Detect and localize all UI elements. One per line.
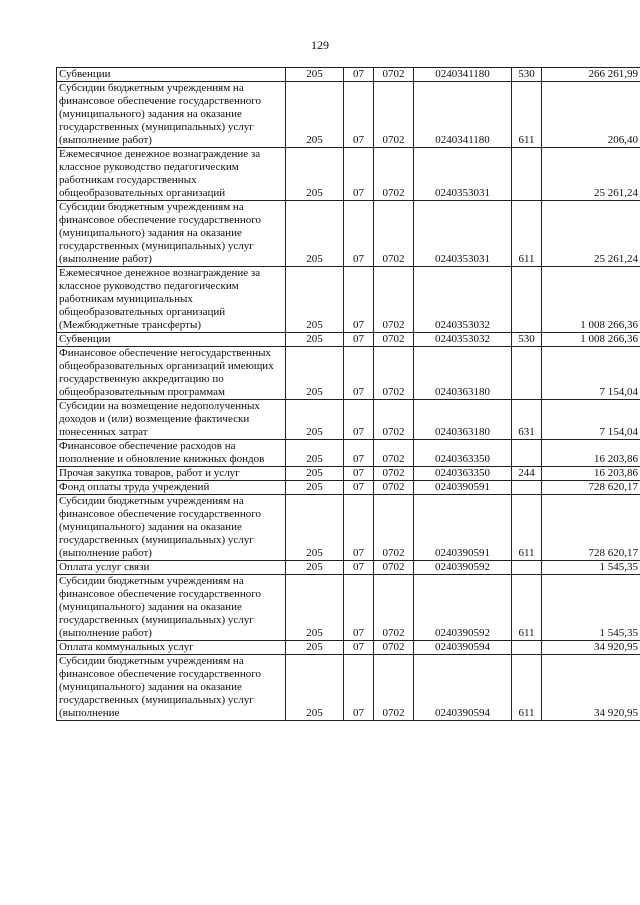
admin-code-cell: 205 [286, 481, 344, 495]
amount-cell: 266 261,99 [542, 68, 640, 82]
target-article-cell: 0240363350 [414, 467, 512, 481]
amount-cell: 7 154,04 [542, 400, 640, 440]
admin-code-cell: 205 [286, 400, 344, 440]
row-name-cell: Ежемесячное денежное вознаграждение за классное руководство педагогическим работникам государственных общеобразовательных организаций [57, 148, 286, 201]
section-code-cell: 07 [344, 467, 374, 481]
section-code-cell: 07 [344, 481, 374, 495]
table-row [57, 148, 640, 201]
amount-cell: 34 920,95 [542, 641, 640, 655]
subsection-code-cell: 0702 [374, 347, 414, 400]
subsection-code-cell: 0702 [374, 400, 414, 440]
table-row [57, 575, 640, 641]
section-code-cell: 07 [344, 68, 374, 82]
admin-code-cell: 205 [286, 655, 344, 721]
row-name-cell: Субсидии бюджетным учреждениям на финансовое обеспечение государственного (муниципального) задания на оказание государственных (муниципальных) услуг (выполнение [57, 655, 286, 721]
expense-type-cell: 611 [512, 575, 542, 641]
amount-cell: 728 620,17 [542, 481, 640, 495]
admin-code-cell: 205 [286, 333, 344, 347]
expense-type-cell [512, 440, 542, 467]
target-article-cell: 0240390592 [414, 575, 512, 641]
admin-code-cell: 205 [286, 575, 344, 641]
target-article-cell: 0240341180 [414, 68, 512, 82]
expense-type-cell [512, 148, 542, 201]
admin-code-cell: 205 [286, 495, 344, 561]
amount-cell: 34 920,95 [542, 655, 640, 721]
subsection-code-cell: 0702 [374, 641, 414, 655]
section-code-cell: 07 [344, 82, 374, 148]
subsection-code-cell: 0702 [374, 467, 414, 481]
target-article-cell: 0240390594 [414, 641, 512, 655]
row-name-cell: Ежемесячное денежное вознаграждение за классное руководство педагогическим работникам муниципальных общеобразовательных организаций (Межбюджетные трансферты) [57, 267, 286, 333]
admin-code-cell: 205 [286, 440, 344, 467]
expense-type-cell [512, 641, 542, 655]
subsection-code-cell: 0702 [374, 440, 414, 467]
admin-code-cell: 205 [286, 68, 344, 82]
subsection-code-cell: 0702 [374, 201, 414, 267]
admin-code-cell: 205 [286, 347, 344, 400]
subsection-code-cell: 0702 [374, 68, 414, 82]
section-code-cell: 07 [344, 575, 374, 641]
section-code-cell: 07 [344, 148, 374, 201]
expense-type-cell [512, 561, 542, 575]
row-name-cell: Финансовое обеспечение расходов на пополнение и обновление книжных фондов [57, 440, 286, 467]
target-article-cell: 0240353031 [414, 201, 512, 267]
section-code-cell: 07 [344, 440, 374, 467]
row-name-cell: Субсидии бюджетным учреждениям на финансовое обеспечение государственного (муниципального) задания на оказание государственных (муниципальных) услуг (выполнение работ) [57, 82, 286, 148]
subsection-code-cell: 0702 [374, 267, 414, 333]
row-name-cell: Оплата услуг связи [57, 561, 286, 575]
row-name-cell: Субсидии на возмещение недополученных доходов и (или) возмещение фактически понесенных затрат [57, 400, 286, 440]
admin-code-cell: 205 [286, 148, 344, 201]
section-code-cell: 07 [344, 655, 374, 721]
expense-type-cell: 611 [512, 655, 542, 721]
target-article-cell: 0240353032 [414, 267, 512, 333]
target-article-cell: 0240390594 [414, 655, 512, 721]
table-row [57, 467, 640, 481]
expense-type-cell: 611 [512, 82, 542, 148]
section-code-cell: 07 [344, 267, 374, 333]
amount-cell: 206,40 [542, 82, 640, 148]
amount-cell: 16 203,86 [542, 467, 640, 481]
table-row [57, 655, 640, 721]
table-row [57, 347, 640, 400]
row-name-cell: Финансовое обеспечение негосударственных общеобразовательных организаций имеющих государственную аккредитацию по общеобразовательным программам [57, 347, 286, 400]
table-row [57, 201, 640, 267]
row-name-cell: Прочая закупка товаров, работ и услуг [57, 467, 286, 481]
expense-type-cell [512, 267, 542, 333]
table-row [57, 68, 640, 82]
row-name-cell: Субвенции [57, 333, 286, 347]
row-name-cell: Фонд оплаты труда учреждений [57, 481, 286, 495]
admin-code-cell: 205 [286, 267, 344, 333]
table-row [57, 400, 640, 440]
admin-code-cell: 205 [286, 641, 344, 655]
expense-type-cell: 611 [512, 201, 542, 267]
section-code-cell: 07 [344, 561, 374, 575]
table-row [57, 267, 640, 333]
table-row [57, 481, 640, 495]
expense-type-cell: 530 [512, 333, 542, 347]
section-code-cell: 07 [344, 495, 374, 561]
target-article-cell: 0240353031 [414, 148, 512, 201]
subsection-code-cell: 0702 [374, 333, 414, 347]
table-row [57, 333, 640, 347]
amount-cell: 1 008 266,36 [542, 333, 640, 347]
subsection-code-cell: 0702 [374, 655, 414, 721]
row-name-cell: Субсидии бюджетным учреждениям на финансовое обеспечение государственного (муниципального) задания на оказание государственных (муниципальных) услуг (выполнение работ) [57, 201, 286, 267]
amount-cell: 728 620,17 [542, 495, 640, 561]
subsection-code-cell: 0702 [374, 575, 414, 641]
amount-cell: 25 261,24 [542, 148, 640, 201]
target-article-cell: 0240341180 [414, 82, 512, 148]
expense-type-cell: 530 [512, 68, 542, 82]
page-number: 129 [311, 38, 329, 52]
admin-code-cell: 205 [286, 561, 344, 575]
expense-type-cell: 611 [512, 495, 542, 561]
admin-code-cell: 205 [286, 82, 344, 148]
expense-type-cell [512, 481, 542, 495]
target-article-cell: 0240353032 [414, 333, 512, 347]
row-name-cell: Субсидии бюджетным учреждениям на финансовое обеспечение государственного (муниципального) задания на оказание государственных (муниципальных) услуг (выполнение работ) [57, 575, 286, 641]
admin-code-cell: 205 [286, 201, 344, 267]
section-code-cell: 07 [344, 641, 374, 655]
amount-cell: 1 545,35 [542, 561, 640, 575]
amount-cell: 1 008 266,36 [542, 267, 640, 333]
table-row [57, 641, 640, 655]
section-code-cell: 07 [344, 347, 374, 400]
expense-type-cell [512, 347, 542, 400]
amount-cell: 25 261,24 [542, 201, 640, 267]
target-article-cell: 0240363350 [414, 440, 512, 467]
target-article-cell: 0240390591 [414, 481, 512, 495]
subsection-code-cell: 0702 [374, 561, 414, 575]
section-code-cell: 07 [344, 333, 374, 347]
amount-cell: 1 545,35 [542, 575, 640, 641]
table-row [57, 82, 640, 148]
subsection-code-cell: 0702 [374, 82, 414, 148]
budget-table [56, 67, 640, 721]
table-row [57, 440, 640, 467]
target-article-cell: 0240363180 [414, 347, 512, 400]
subsection-code-cell: 0702 [374, 481, 414, 495]
amount-cell: 7 154,04 [542, 347, 640, 400]
target-article-cell: 0240363180 [414, 400, 512, 440]
expense-type-cell: 244 [512, 467, 542, 481]
amount-cell: 16 203,86 [542, 440, 640, 467]
table-body [57, 68, 640, 721]
table-row [57, 561, 640, 575]
row-name-cell: Субсидии бюджетным учреждениям на финансовое обеспечение государственного (муниципального) задания на оказание государственных (муниципальных) услуг (выполнение работ) [57, 495, 286, 561]
target-article-cell: 0240390592 [414, 561, 512, 575]
row-name-cell: Оплата коммунальных услуг [57, 641, 286, 655]
subsection-code-cell: 0702 [374, 148, 414, 201]
subsection-code-cell: 0702 [374, 495, 414, 561]
row-name-cell: Субвенции [57, 68, 286, 82]
table-row [57, 495, 640, 561]
expense-type-cell: 631 [512, 400, 542, 440]
admin-code-cell: 205 [286, 467, 344, 481]
section-code-cell: 07 [344, 400, 374, 440]
target-article-cell: 0240390591 [414, 495, 512, 561]
section-code-cell: 07 [344, 201, 374, 267]
